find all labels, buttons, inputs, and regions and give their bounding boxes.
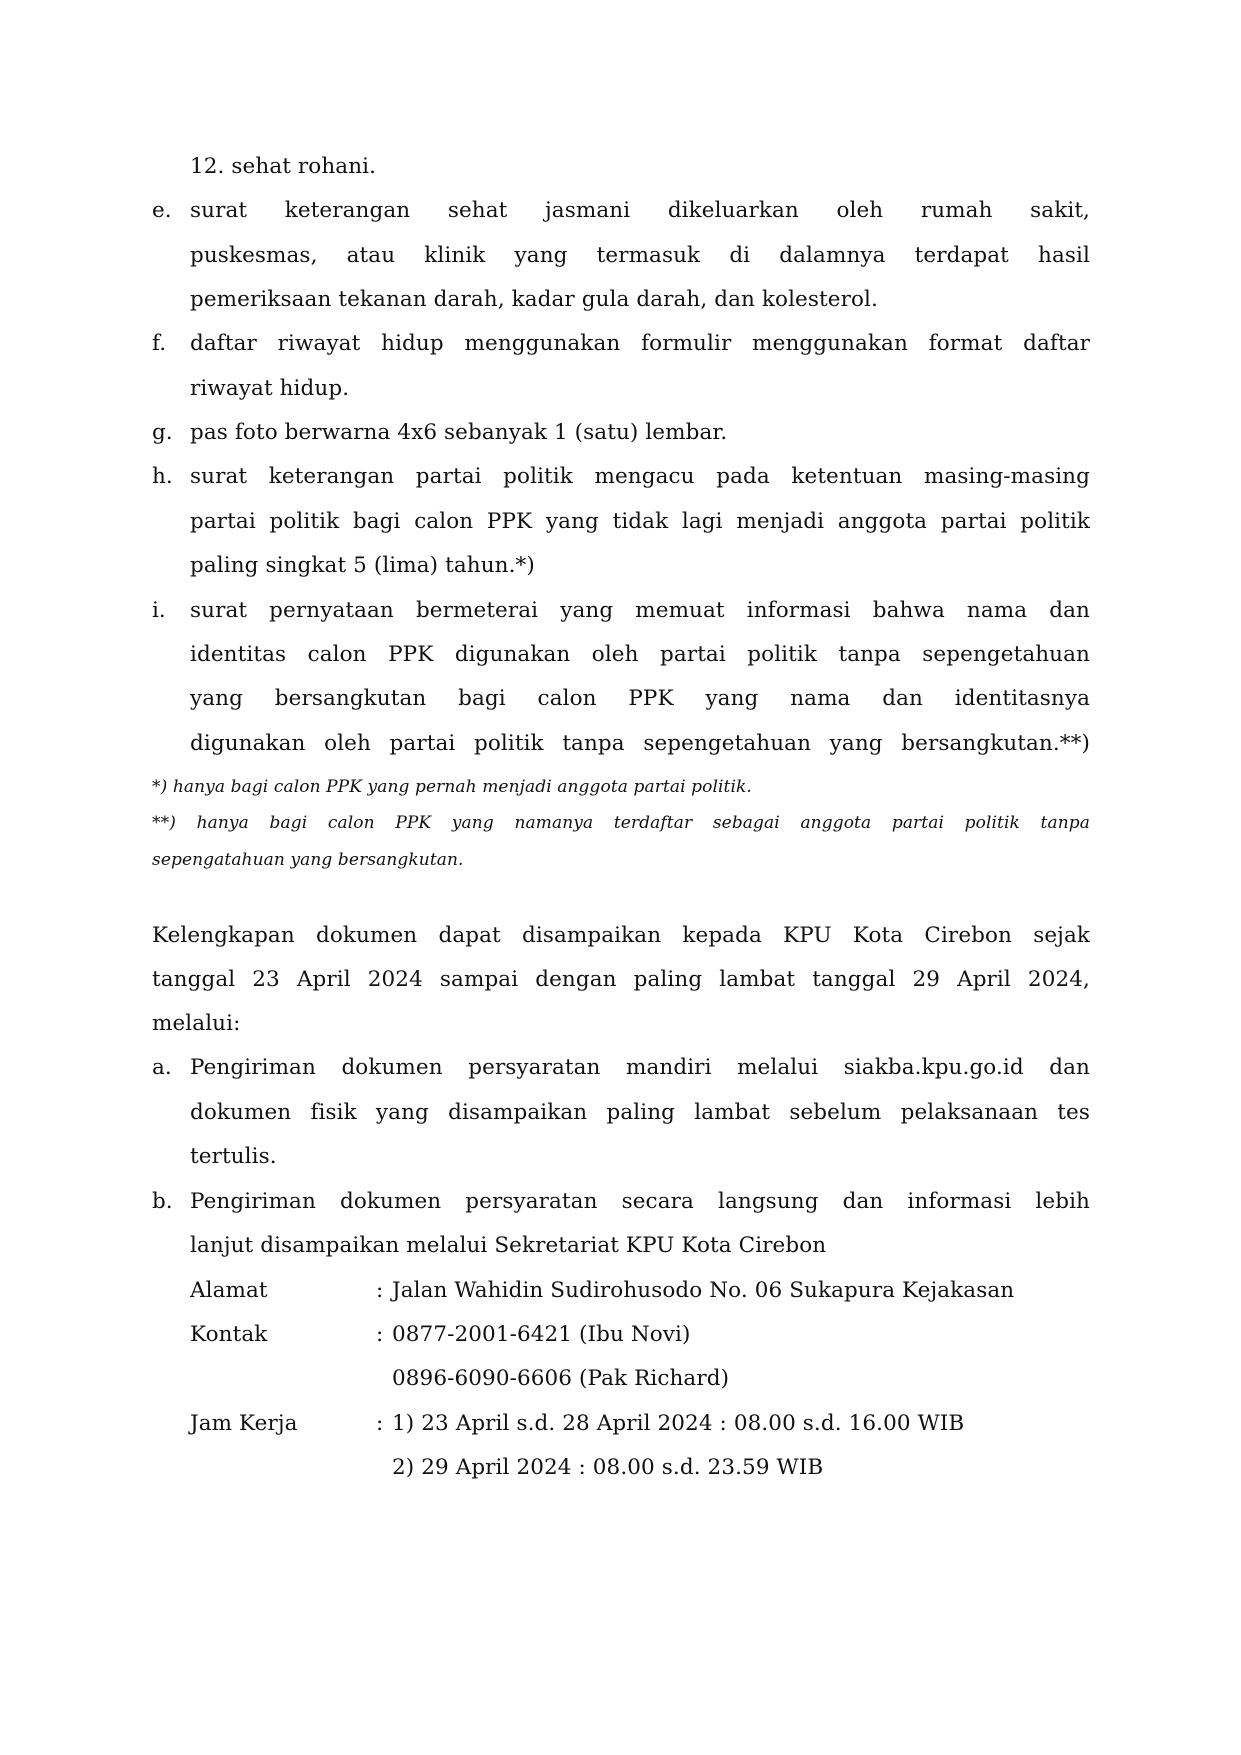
item-text-line: Pengiriman dokumen persyaratan mandiri melalui siakba.kpu.go.id dan xyxy=(190,1055,1090,1080)
item-text-line: partai politik bagi calon PPK yang tidak lagi menjadi anggota partai politik xyxy=(190,509,1090,534)
item-text-line: identitas calon PPK digunakan oleh partai politik tanpa sepengetahuan xyxy=(190,642,1090,667)
paragraph-line: tanggal 23 April 2024 sampai dengan paling lambat tanggal 29 April 2024, xyxy=(152,967,1090,992)
hours-label: Jam Kerja xyxy=(190,1411,298,1436)
item-marker: a. xyxy=(152,1055,172,1080)
address-value: Jalan Wahidin Sudirohusodo No. 06 Sukapura Kejakasan xyxy=(392,1278,1015,1303)
item-text-line: surat keterangan sehat jasmani dikeluarkan oleh rumah sakit, xyxy=(190,198,1090,223)
item-text-line: pas foto berwarna 4x6 sebanyak 1 (satu) lembar. xyxy=(190,420,728,445)
contact-label: Kontak xyxy=(190,1322,268,1347)
item-marker: f. xyxy=(152,331,167,356)
item-marker: e. xyxy=(152,198,172,223)
item-text-line: pemeriksaan tekanan darah, kadar gula darah, dan kolesterol. xyxy=(190,287,878,312)
item-text-line: tertulis. xyxy=(190,1144,277,1169)
item-text-line: surat pernyataan bermeterai yang memuat informasi bahwa nama dan xyxy=(190,598,1090,623)
colon: : xyxy=(376,1322,384,1347)
item-marker: g. xyxy=(152,420,173,445)
item-text-line: lanjut disampaikan melalui Sekretariat KPU Kota Cirebon xyxy=(190,1233,827,1258)
item-text-line: puskesmas, atau klinik yang termasuk di dalamnya terdapat hasil xyxy=(190,243,1090,268)
footnote-1: *) hanya bagi calon PPK yang pernah menjadi anggota partai politik. xyxy=(152,777,752,797)
item-marker: b. xyxy=(152,1189,173,1214)
colon: : xyxy=(376,1411,384,1436)
hours-period-2: 2) 29 April 2024 : 08.00 s.d. 23.59 WIB xyxy=(392,1455,824,1480)
item-text-line: riwayat hidup. xyxy=(190,376,350,401)
item-text-line: yang bersangkutan bagi calon PPK yang nama dan identitasnya xyxy=(190,686,1090,711)
colon: : xyxy=(376,1278,384,1303)
paragraph-line: melalui: xyxy=(152,1011,241,1036)
address-label: Alamat xyxy=(190,1278,268,1303)
item-marker: h. xyxy=(152,464,173,489)
contact-phone-1: 0877-2001-6421 (Ibu Novi) xyxy=(392,1322,691,1347)
item-text-line: daftar riwayat hidup menggunakan formulir menggunakan format daftar xyxy=(190,331,1090,356)
item-text-line: surat keterangan partai politik mengacu pada ketentuan masing-masing xyxy=(190,464,1090,489)
health-sub-item-12: 12. sehat rohani. xyxy=(190,154,377,179)
item-text-line: paling singkat 5 (lima) tahun.*) xyxy=(190,553,535,578)
footnote-2-line-1: **) hanya bagi calon PPK yang namanya terdaftar sebagai anggota partai politik tanpa xyxy=(152,813,1090,833)
hours-period-1: 1) 23 April s.d. 28 April 2024 : 08.00 s.d. 16.00 WIB xyxy=(392,1411,965,1436)
contact-phone-2: 0896-6090-6606 (Pak Richard) xyxy=(392,1366,730,1391)
paragraph-line: Kelengkapan dokumen dapat disampaikan kepada KPU Kota Cirebon sejak xyxy=(152,923,1090,948)
footnote-2-line-2: sepengatahuan yang bersangkutan. xyxy=(152,850,464,870)
item-marker: i. xyxy=(152,598,166,623)
item-text-line: dokumen fisik yang disampaikan paling lambat sebelum pelaksanaan tes xyxy=(190,1100,1090,1125)
item-text-line: digunakan oleh partai politik tanpa sepengetahuan yang bersangkutan.**) xyxy=(190,731,1090,756)
item-text-line: Pengiriman dokumen persyaratan secara langsung dan informasi lebih xyxy=(190,1189,1090,1214)
